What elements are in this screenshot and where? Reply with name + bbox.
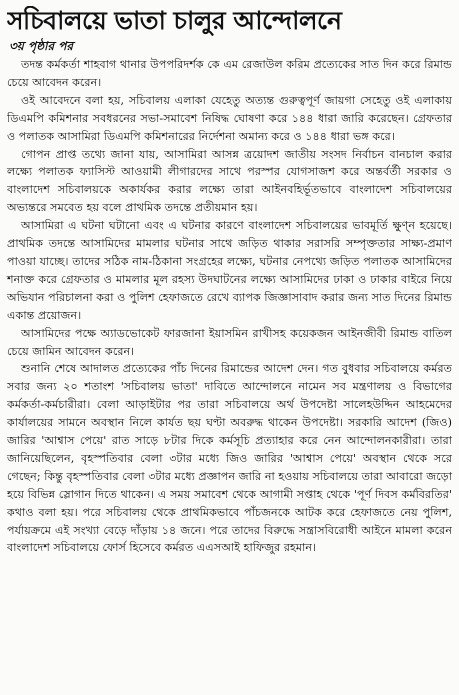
paragraph: গোপন প্রাপ্ত তথ্যে জানা যায়, আসামিরা আসন্ন ত্রয়োদশ জাতীয় সংসদ নির্বাচন বানচাল করার লক্ষ্যে পলাতক ফ্যাসিস্ট আওয়ামী লীগারদের সাথে পরস্পর যোগসাজশ করে অন্তর্বর্তী সরকার ও বাংলাদেশ সচিবালয়কে অকার্যকর করার লক্ষ্যে তারা আইনবহির্ভূতভাবে বাংলাদেশ সচিবালয়ের অভ্যন্তরে সমবেত হয় বলে প্রাথমিক তদন্তে প্রতীয়মান হয়। [7, 147, 452, 215]
headline: সচিবালয়ে ভাতা চালুর আন্দোলনে [7, 6, 342, 35]
paragraph: শুনানি শেষে আদালত প্রত্যেকের পাঁচ দিনের রিমান্ডের আদেশ দেন। গত বুধবার সচিবালয়ে কর্মরত সবার জন্য ২০ শতাংশ 'সচিবালয় ভাতা' দাবিতে আন্দোলনে নামেন সব মন্ত্রণালয় ও বিভাগের কর্মকর্তা-কর্মচারীরা। বেলা আড়াইটার পর তারা সচিবালয়ে অর্থ উপদেষ্টা সালেহউদ্দিন আহমেদের কার্যালয়ের সামনে অবস্থান নিলে কার্যত ছয় ঘণ্টা অবরুদ্ধ থাকেন উপদেষ্টা। সরকারি আদেশ (জিও) জারির 'আশ্বাস পেয়ে' রাত সাড়ে ৮টার দিকে কর্মসূচি প্রত্যাহার করে নেন আন্দোলনকারীরা। তারা জানিয়েছিলেন, বৃহস্পতিবার বেলা ৩টার মধ্যে জিও জারির 'আশ্বাস পেয়ে' অবস্থান থেকে সরে গেছেন; কিন্তু বৃহস্পতিবার বেলা ৩টার মধ্যে প্রজ্ঞাপন জারি না হওয়ায় সচিবালয়ে তারা আবারো জড়ো হয়ে বিভিন্ন স্লোগান দিতে থাকেন। এ সময় সমাবেশ থেকে আগামী সপ্তাহ থেকে 'পূর্ণ দিবস কর্মবিরতির' কথাও বলা হয়। পরে সচিবালয় থেকে প্রাথমিকভাবে পাঁচজনকে আটক করে হেফাজতে নেয় পুলিশ, পর্যায়ক্রমে এই সংখ্যা বেড়ে দাঁড়ায় ১৪ জনে। পরে তাদের বিরুদ্ধে সন্ত্রাসবিরোধী আইনে মামলা করেন বাংলাদেশ সচিবালয়ে ফোর্স হিসেবে কর্মরত এএসআই হাফিজুর রহমান। [7, 362, 452, 555]
paragraph: আসামিরা এ ঘটনা ঘটানো এবং এ ঘটনার কারণে বাংলাদেশ সচিবালয়ের ভাবমূর্তি ক্ষুণ্ন হয়েছে। প্রাথমিক তদন্তে আসামিদের মামলার ঘটনার সাথে জড়িত থাকার সরাসরি সম্পৃক্ততার সাক্ষ্য-প্রমাণ পাওয়া যাচ্ছে। তাদের সঠিক নাম-ঠিকানা সংগ্রহের লক্ষ্যে, ঘটনার নেপথ্যে জড়িত পলাতক আসামিদের শনাক্ত করে গ্রেফতার ও মামলার মূল রহস্য উদঘাটনের লক্ষ্যে আসামিদের ঢাকা ও ঢাকার বাইরে নিয়ে অভিযান পরিচালনা করা ও পুলিশ হেফাজতে রেখে ব্যাপক জিজ্ঞাসাবাদ করার জন্য সাত দিনের রিমান্ড একান্ত প্রয়োজন। [7, 219, 452, 322]
article-body [7, 56, 452, 557]
paragraph: ওই আবেদনে বলা হয়, সচিবালয় এলাকা যেহেতু অত্যন্ত গুরুত্বপূর্ণ জায়গা সেহেতু ওই এলাকায় ডিএমপি কমিশনার সবধরনের সভা-সমাবেশ নিষিদ্ধ ঘোষণা করে ১৪৪ ধারা জারি করেছেন। গ্রেফতার ও পলাতক আসামিরা ডিএমপি কমিশনারের নির্দেশনা অমান্য করে ও ১৪৪ ধারা ভঙ্গ করে। [7, 93, 452, 143]
paragraph: আসামিদের পক্ষে অ্যাডভোকেট ফারজানা ইয়াসমিন রাখীসহ কয়েকজন আইনজীবী রিমান্ড বাতিল চেয়ে জামিন আবেদন করেন। [7, 326, 452, 358]
continued-from-label: ৩য় পৃষ্ঠার পর [9, 39, 74, 53]
paragraph: তদন্ত কর্মকর্তা শাহবাগ থানার উপপরিদর্শক কে এম রেজাউল করিম প্রত্যেকের সাত দিন করে রিমান্ড চেয়ে আবেদন করেন। [7, 58, 452, 89]
